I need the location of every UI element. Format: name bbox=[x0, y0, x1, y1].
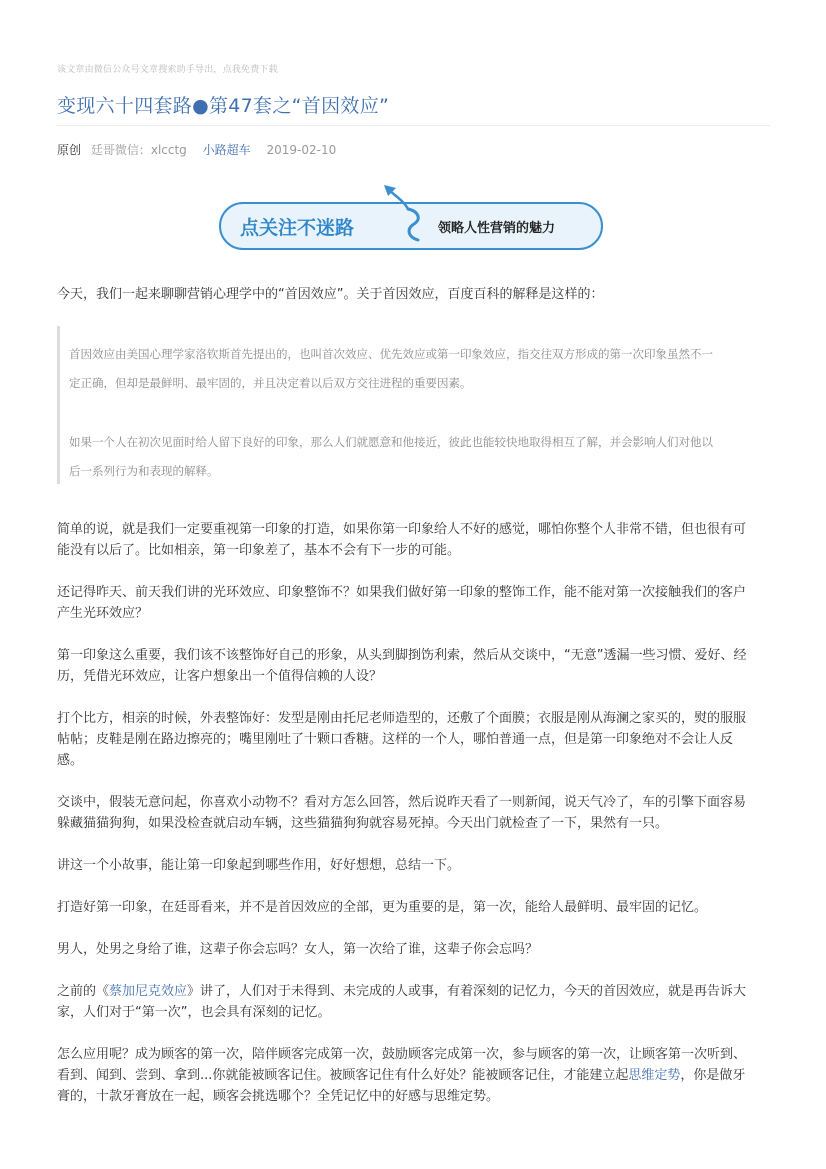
zeigarnik-effect-link[interactable]: 蔡加尼克效应 bbox=[109, 984, 188, 999]
definition-blockquote bbox=[57, 326, 773, 484]
text-span: 看到、闻到、尝到、拿到...你就能被顾客记住。被顾客记住有什么好处？能被顾客记住，才能建立起 bbox=[57, 1068, 629, 1083]
mindset-link[interactable]: 思维定势 bbox=[628, 1068, 681, 1083]
article-meta bbox=[57, 141, 336, 158]
paragraph-line: 躲藏猫猫狗狗，如果没检查就启动车辆，这些猫猫狗狗就容易死掉。今天出门就检查了一下，果然有一只。 bbox=[57, 816, 669, 831]
paragraph-line: 讲这一个小故事，能让第一印象起到哪些作用，好好想想，总结一下。 bbox=[57, 858, 461, 873]
paragraph-line: 怎么应用呢？成为顾客的第一次，陪伴顾客完成第一次，鼓励顾客完成第一次，参与顾客的第一次，让顾客第一次听到、 bbox=[57, 1047, 747, 1062]
paragraph-line: 膏的，十款牙膏放在一起，顾客会挑选哪个？全凭记忆中的好感与思维定势。 bbox=[57, 1089, 500, 1104]
banner-left-text: 点关注不迷路 bbox=[240, 217, 355, 239]
text-span: 之前的《 bbox=[57, 984, 110, 999]
banner-right-text: 领略人性营销的魅力 bbox=[438, 221, 556, 236]
original-tag: 原创 bbox=[57, 143, 82, 157]
paragraph-line: 打造好第一印象，在廷哥看来，并不是首因效应的全部，更为重要的是，第一次，能给人最鲜明、最牢固的记忆。 bbox=[57, 900, 708, 915]
paragraph-line: 历，凭借光环效应，让客户想象出一个值得信赖的人设？ bbox=[57, 669, 383, 684]
paragraph-line: 第一印象这么重要，我们该不该整饰好自己的形象，从头到脚捯饬利索，然后从交谈中，“无意”透漏一些习惯、爱好、经 bbox=[57, 648, 747, 663]
paragraph-line: 打个比方，相亲的时候，外表整饰好：发型是刚由托尼老师造型的，还敷了个面膜；衣服是刚从海澜之家买的，熨的服服 bbox=[57, 711, 747, 726]
article-title: 变现六十四套路●第47套之“首因效应” bbox=[57, 95, 390, 117]
export-note-link[interactable]: 该文章由微信公众号文章搜索助手导出，点我免费下载 bbox=[57, 65, 278, 75]
author-label: 廷哥微信：xlcctg bbox=[90, 143, 187, 157]
paragraph-line: 感。 bbox=[57, 753, 84, 768]
paragraph-line: 简单的说，就是我们一定要重视第一印象的打造，如果你第一印象给人不好的感觉，哪怕你整个人非常不错，但也很有可 bbox=[57, 522, 747, 537]
paragraph-line: 还记得昨天、前天我们讲的光环效应、印象整饰不？如果我们做好第一印象的整饰工作，能不能对第一次接触我们的客户 bbox=[57, 585, 747, 600]
publish-date: 2019-02-10 bbox=[266, 143, 337, 157]
paragraph-line: 产生光环效应？ bbox=[57, 606, 149, 621]
follow-banner-graphic bbox=[218, 185, 604, 251]
quote-line: 首因效应由美国心理学家洛钦斯首先提出的，也叫首次效应、优先效应或第一印象效应，指交往双方形成的第一次印象虽然不一 bbox=[69, 347, 713, 361]
intro-paragraph: 今天，我们一起来聊聊营销心理学中的“首因效应”。关于首因效应，百度百科的解释是这样的： bbox=[57, 287, 604, 302]
quote-line: 如果一个人在初次见面时给人留下良好的印象，那么人们就愿意和他接近，彼此也能较快地取得相互了解，并会影响人们对他以 bbox=[69, 435, 713, 449]
text-span: 》讲了，人们对于未得到、未完成的人或事，有着深刻的记忆力，今天的首因效应，就是再告诉大 bbox=[187, 984, 747, 999]
paragraph-line: 帖帖；皮鞋是刚在路边擦亮的；嘴里刚吐了十颗口香糖。这样的一个人，哪怕普通一点，但是第一印象绝对不会让人反 bbox=[57, 732, 734, 747]
account-link[interactable]: 小路超车 bbox=[202, 143, 251, 157]
quote-line: 后一系列行为和表现的解释。 bbox=[69, 464, 219, 478]
title-divider bbox=[57, 125, 770, 126]
quote-line: 定正确，但却是最鲜明、最牢固的，并且决定着以后双方交往进程的重要因素。 bbox=[69, 376, 472, 390]
text-span: ，你是做牙 bbox=[680, 1068, 746, 1083]
follow-banner[interactable] bbox=[218, 185, 604, 251]
paragraph-line bbox=[57, 1065, 770, 1087]
paragraph-line: 能没有以后了。比如相亲，第一印象差了，基本不会有下一步的可能。 bbox=[57, 543, 461, 558]
paragraph-line: 交谈中，假装无意问起，你喜欢小动物不？看对方怎么回答，然后说昨天看了一则新闻，说天气冷了，车的引擎下面容易 bbox=[57, 795, 747, 810]
paragraph-line bbox=[57, 981, 770, 1003]
paragraph-line: 家，人们对于“第一次”，也会具有深刻的记忆。 bbox=[57, 1005, 331, 1020]
paragraph-line: 男人，处男之身给了谁，这辈子你会忘吗？女人，第一次给了谁，这辈子你会忘吗？ bbox=[57, 942, 539, 957]
